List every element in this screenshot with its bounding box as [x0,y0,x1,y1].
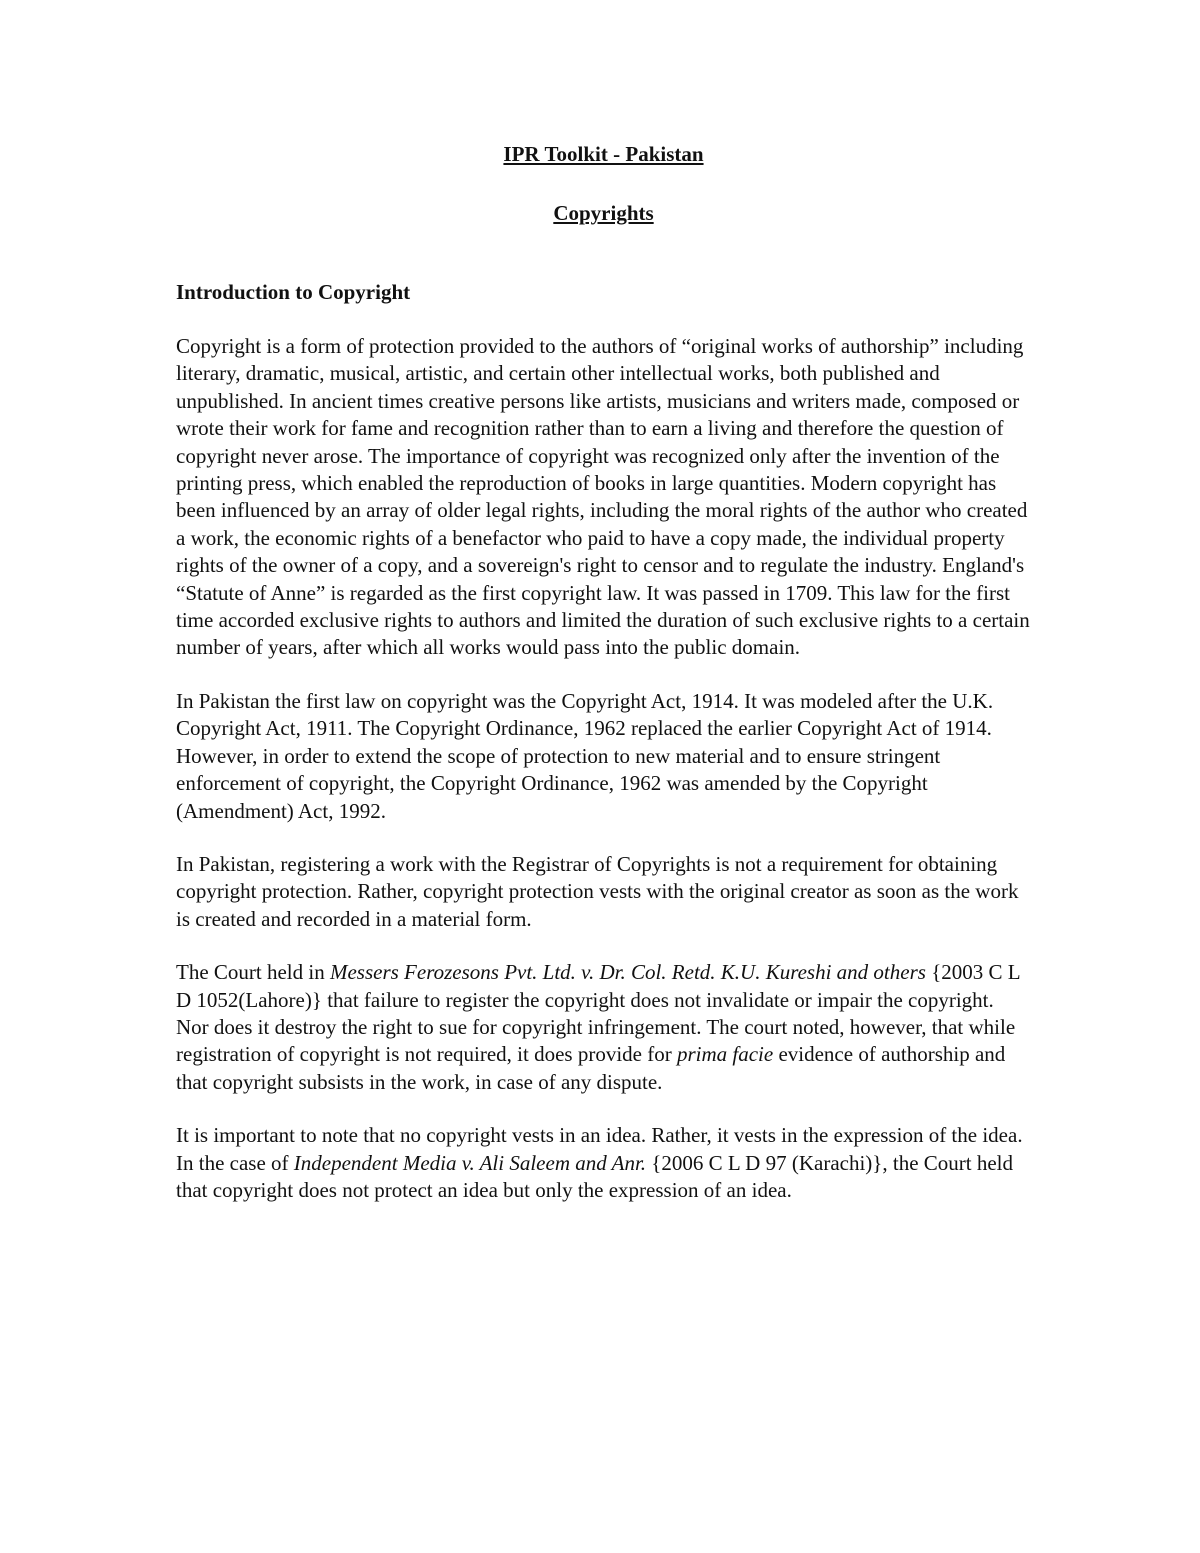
paragraph-text: {2003 C L D 1052(Lahore)} that failure to register the copyright does not invalidate or impair the copyright. Nor does it destroy the right to sue for copyright infringement. The court noted, however, that while registration of copyright is not required, it does provide for [176,960,1020,1067]
paragraph-idea-expression [176,1122,1031,1204]
paragraph-registration: In Pakistan, registering a work with the Registrar of Copyrights is not a requirement for obtaining copyright protection. Rather, copyright protection vests with the original creator as soon as the work is created and recorded in a material form. [176,851,1019,931]
paragraph-pakistan-law: In Pakistan the first law on copyright was the Copyright Act, 1914. It was modeled after the U.K. Copyright Act, 1911. The Copyright Ordinance, 1962 replaced the earlier Copyright Act of 1914. However, in order to extend the scope of protection to new material and to ensure stringent enforcement of copyright, the Copyright Ordinance, 1962 was amended by the Copyright (Amendment) Act, 1992. [176,688,994,823]
paragraph-text: evidence of authorship and that copyright subsists in the work, in case of any dispute. [176,1042,1006,1094]
paragraph-text: {2006 C L D 97 (Karachi)}, the Court held that copyright does not protect an idea but only the expression of an idea. [176,1150,1014,1202]
case-citation: Messers Ferozesons Pvt. Ltd. v. Dr. Col. Retd. K.U. Kureshi and others [329,960,926,985]
paragraph-history: Copyright is a form of protection provided to the authors of “original works of authorship” including literary, dramatic, musical, artistic, and certain other intellectual works, both published and unpublished. In ancient times creative persons like artists, musicians and writers made, composed or wrote their work for fame and recognition rather than to earn a living and therefore the question of copyright never arose. The importance of copyright was recognized only after the invention of the printing press, which enabled the reproduction of books in large quantities. Modern copyright has been influenced by an array of older legal rights, including the moral rights of the author who created a work, the economic rights of a benefactor who paid to have a copy made, the individual property rights of the owner of a copy, and a sovereign's right to censor and to regulate the industry. England's “Statute of Anne” is regarded as the first copyright law. It was passed in 1709. This law for the first time accorded exclusive rights to authors and limited the duration of such exclusive rights to a certain number of years, after which all works would pass into the public domain. [176,334,1030,660]
paragraph-text: It is important to note that no copyright vests in an idea. Rather, it vests in the expression of the idea. In the case of [176,1123,1023,1175]
paragraph-text: The Court held in [176,960,330,985]
document-page [176,140,1031,1204]
document-subtitle: Copyrights [553,201,654,225]
paragraph-ferozesons-case [176,959,1031,1096]
case-citation: Independent Media v. Ali Saleem and Anr. [293,1150,647,1175]
section-heading: Introduction to Copyright [176,280,411,304]
latin-term: prima facie [676,1042,774,1067]
document-title: IPR Toolkit - Pakistan [503,142,704,166]
